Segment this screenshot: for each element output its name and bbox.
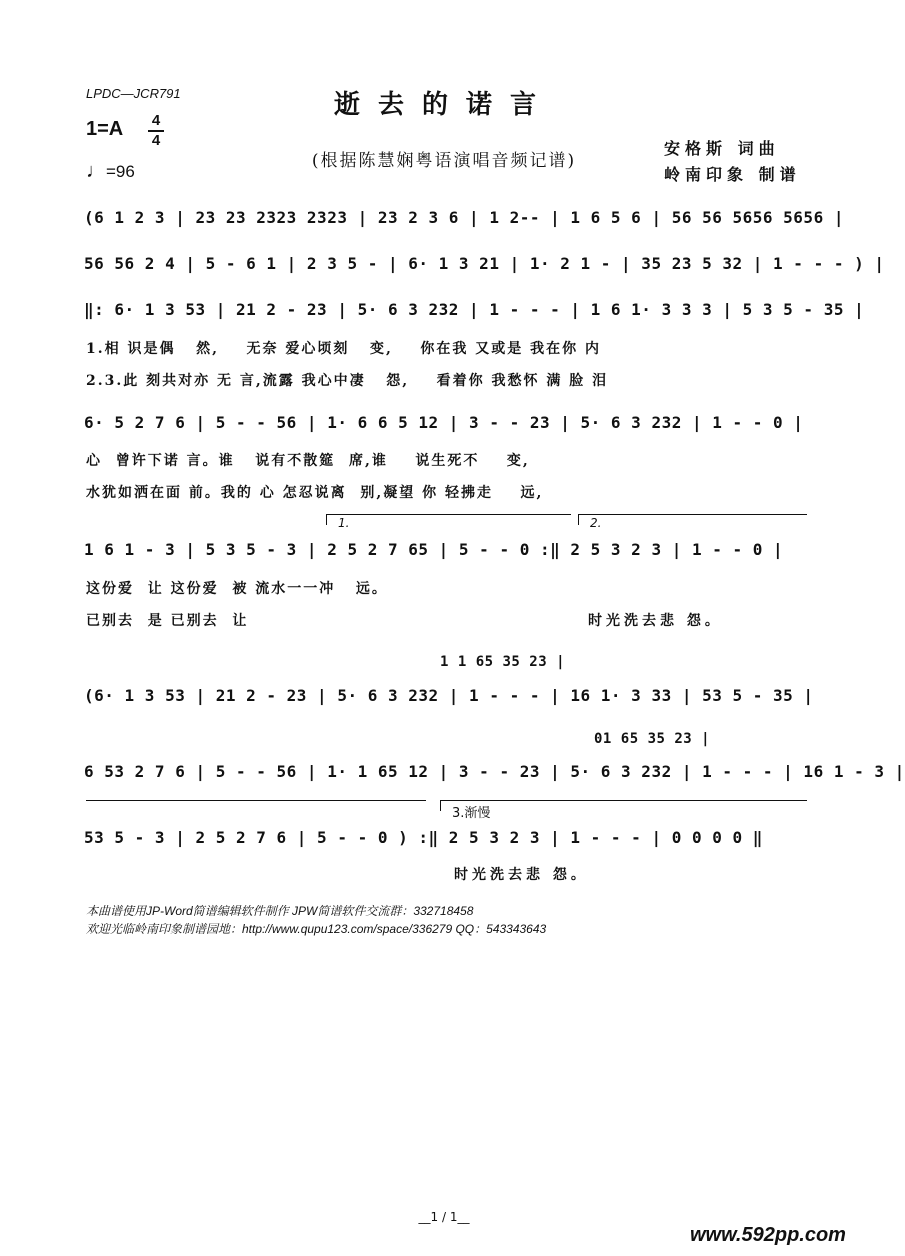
tempo-marking xyxy=(86,160,135,183)
lyric-coda: 时光洗去悲 怨。 xyxy=(454,867,589,883)
catalog-number: LPDC—JCR791 xyxy=(86,86,181,101)
score-row-5: 1 6 1 - 3 | 5 3 5 - 3 | 2 5 2 7 65 | 5 - - 0 :‖ 2 5 3 2 3 | 1 - - 0 | xyxy=(84,540,784,559)
volta-bracket-2 xyxy=(578,514,807,525)
arranger-credit: 岭南印象 制谱 xyxy=(664,165,801,184)
page-number: __1 / 1__ xyxy=(418,1210,470,1224)
lyric-verse23-line1: 2.3.此 刻共对亦 无 言,流露 我心中凄 怨, 看着你 我愁怀 满 脸 泪 xyxy=(86,373,609,389)
time-signature-top: 4 xyxy=(151,112,161,129)
lyric-verse1-line2: 心 曾许下诺 言。谁 说有不散筵 席,谁 说生死不 变, xyxy=(86,453,530,469)
quarter-note-icon: ♩ xyxy=(86,160,106,182)
score-row-4: 6· 5 2 7 6 | 5 - - 56 | 1· 6 6 5 12 | 3 - - 23 | 5· 6 3 232 | 1 - - 0 | xyxy=(84,413,804,432)
footer-line-2: 欢迎光临岭南印象制谱园地：http://www.qupu123.com/space/336279 QQ：543343643 xyxy=(86,922,547,936)
score-upper-voice-a: 1 1 65 35 23 | xyxy=(440,654,566,670)
score-row-1: (6 1 2 3 | 23 23 2323 2323 | 23 2 3 6 | 1 2-- | 1 6 5 6 | 56 56 5656 5656 | xyxy=(84,208,844,227)
volta-bracket-3 xyxy=(440,800,807,811)
lyric-verse1-line3: 这份爱 让 这份爱 被 流水一一冲 远。 xyxy=(86,581,388,597)
time-signature-bottom: 4 xyxy=(151,132,161,149)
lyric-verse23-line3: 已别去 是 已别去 让 xyxy=(86,613,249,629)
score-row-8: 53 5 - 3 | 2 5 2 7 6 | 5 - - 0 ) :‖ 2 5 3 2 3 | 1 - - - | 0 0 0 0 ‖ xyxy=(84,828,763,847)
score-row-3: ‖: 6· 1 3 53 | 21 2 - 23 | 5· 6 3 232 | 1 - - - | 1 6 1· 3 3 3 | 5 3 5 - 35 | xyxy=(84,300,865,319)
volta-bracket-1 xyxy=(326,514,571,525)
site-watermark: www.592pp.com xyxy=(690,1224,846,1246)
song-title: 逝去的诺言 xyxy=(333,90,554,120)
volta-label-2: 2. xyxy=(590,516,602,530)
footer-line-1: 本曲谱使用JP-Word简谱编辑软件制作 JPW简谱软件交流群：332718458 xyxy=(86,904,474,918)
score-upper-voice-b: 01 65 35 23 | xyxy=(594,731,711,747)
lyric-verse1-line1: 1.相 识是偶 然, 无奈 爱心顷刻 变, 你在我 又或是 我在你 内 xyxy=(86,341,601,357)
song-subtitle: (根据陈慧娴粤语演唱音频记谱) xyxy=(311,151,577,171)
lyric-verse23-line2: 水犹如洒在面 前。我的 心 怎忍说离 别,凝望 你 轻拂走 远, xyxy=(86,485,544,501)
key-signature: 1=A xyxy=(86,118,124,140)
time-signature xyxy=(148,113,164,149)
lyric-verse23-line3-ending: 时光洗去悲 怨。 xyxy=(588,613,723,629)
volta-label-1: 1. xyxy=(338,516,350,530)
volta-label-3: 3.渐慢 xyxy=(452,806,491,821)
score-row-6: (6· 1 3 53 | 21 2 - 23 | 5· 6 3 232 | 1 - - - | 16 1· 3 33 | 53 5 - 35 | xyxy=(84,686,814,705)
volta-bracket-continuation xyxy=(86,800,426,811)
lyricist-credit: 安格斯 词曲 xyxy=(664,139,780,158)
score-row-7: 6 53 2 7 6 | 5 - - 56 | 1· 1 65 12 | 3 - - 23 | 5· 6 3 232 | 1 - - - | 16 1 - 3 | xyxy=(84,762,905,781)
score-row-2: 56 56 2 4 | 5 - 6 1 | 2 3 5 - | 6· 1 3 21 | 1· 2 1 - | 35 23 5 32 | 1 - - - ) | xyxy=(84,254,885,273)
tempo-value: =96 xyxy=(106,162,135,181)
